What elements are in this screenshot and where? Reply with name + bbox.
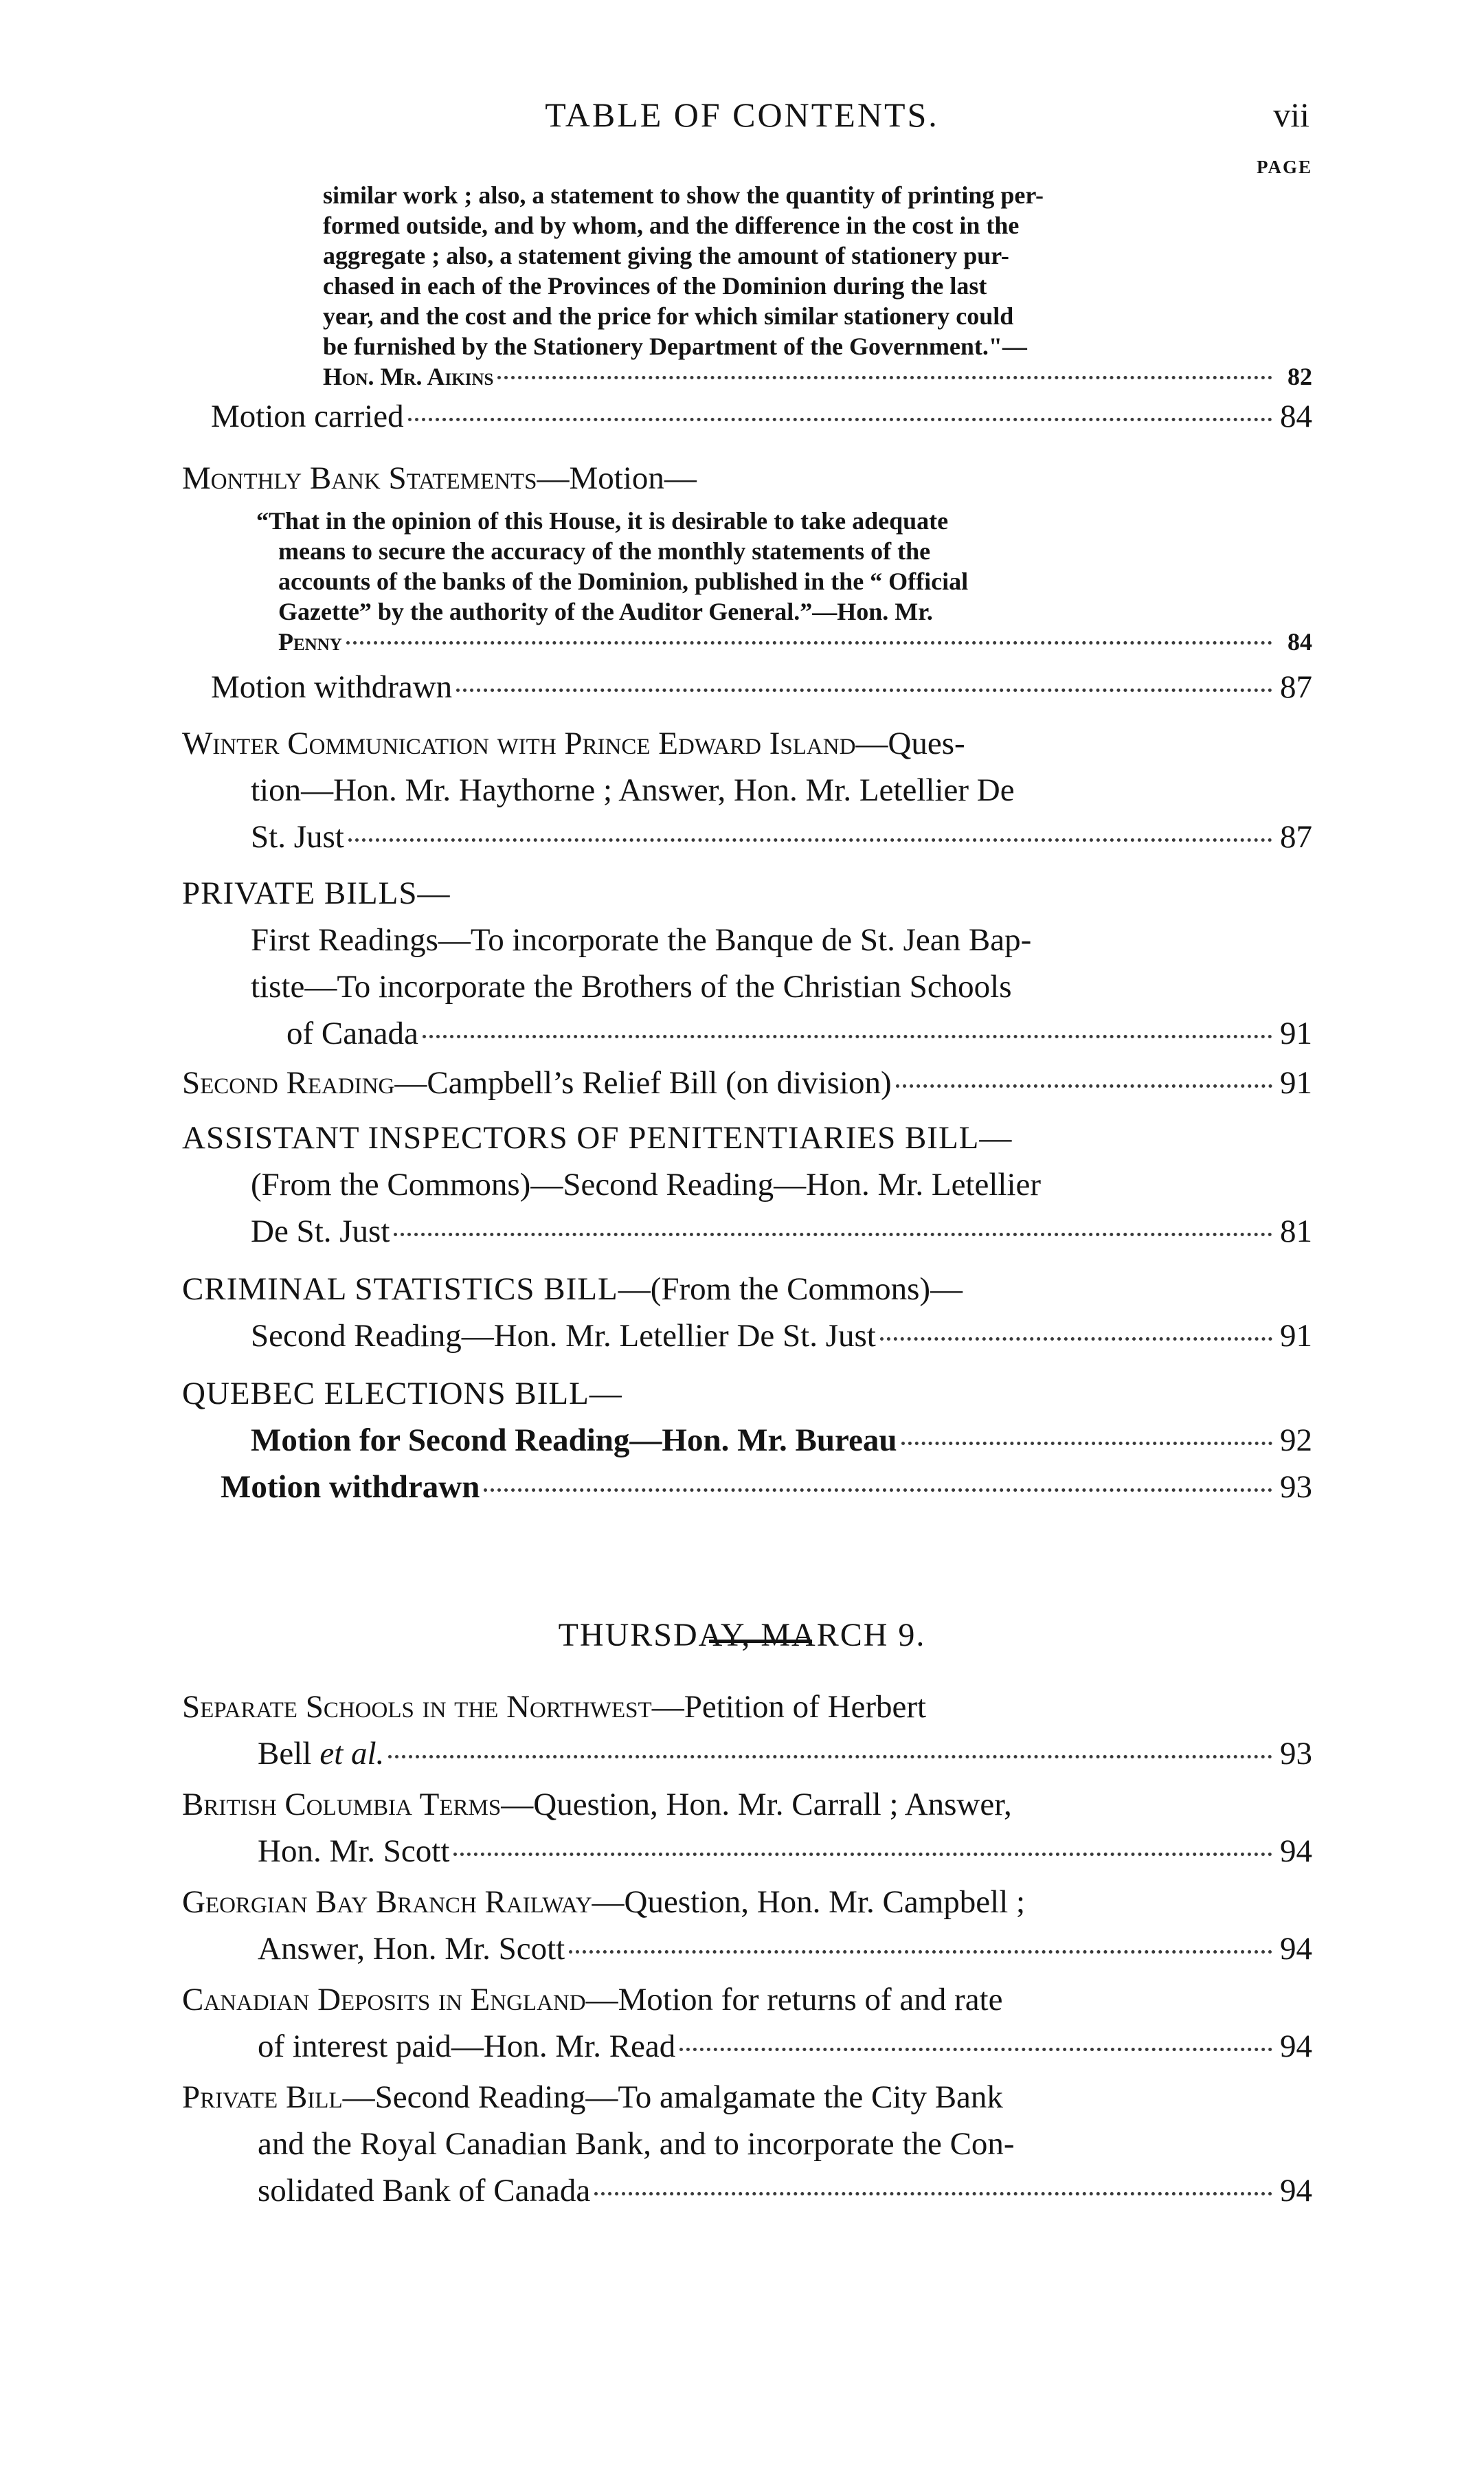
toc-entry-monthly-bank-statements: [182, 455, 1312, 657]
entry-title-rest: —Motion—: [537, 460, 697, 496]
toc-entry-motion-carried: [182, 393, 1312, 440]
entry-heading: ASSISTANT INSPECTORS OF PENITENTIARIES BILL—: [182, 1120, 1013, 1156]
entry-text: of interest paid—Hon. Mr. Read: [258, 2028, 676, 2064]
entry-title-rest: —Petition of Herbert: [651, 1689, 927, 1725]
page-ref: 93: [1280, 1469, 1312, 1505]
entry-heading: [182, 1684, 1312, 1730]
entry-text: solidated Bank of Canada: [258, 2173, 591, 2209]
entry-line: (From the Commons)—Second Reading—Hon. Mr. Letellier: [251, 1167, 1042, 1203]
entry-last-line: [182, 1730, 1312, 1777]
entry-title: Separate Schools in the Northwest: [182, 1689, 652, 1725]
entry-last-line: [182, 2167, 1312, 2214]
entry-line: accounts of the banks of the Dominion, published in the “ Official: [278, 568, 969, 595]
running-head-title: TABLE OF CONTENTS.: [545, 96, 939, 134]
dot-leader: [679, 2048, 1272, 2051]
contents-list: [182, 180, 1312, 1510]
entry-line: similar work ; also, a statement to show the quantity of printing per-: [323, 181, 1044, 209]
page-ref: 84: [1288, 628, 1312, 656]
page-ref: 92: [1280, 1422, 1312, 1458]
page-ref: 91: [1280, 1016, 1312, 1051]
dot-leader: [408, 418, 1272, 421]
entry-text: St. Just: [251, 819, 344, 855]
entry-heading: [182, 1976, 1312, 2023]
entry-line: and the Royal Canadian Bank, and to incorporate the Con-: [258, 2126, 1015, 2162]
toc-entry-private-bill-city-bank: [182, 2074, 1312, 2214]
dot-leader: [453, 1853, 1272, 1856]
entry-line: chased in each of the Provinces of the Dominion during the last: [323, 272, 987, 300]
entry-text: Motion carried: [211, 399, 404, 434]
entry-title-rest: —Question, Hon. Mr. Carrall ; Answer,: [501, 1787, 1012, 1822]
entry-heading: [182, 1879, 1312, 1925]
dot-leader: [569, 1950, 1272, 1954]
dot-leader: [896, 1084, 1272, 1088]
page-column-label: PAGE: [1257, 157, 1312, 177]
page-ref: 87: [1280, 669, 1312, 705]
entry-text-italic: et al.: [319, 1736, 385, 1771]
entry-line: means to secure the accuracy of the monthly statements of the: [278, 537, 931, 565]
entry-last-line: [182, 1464, 1312, 1510]
entry-title: CRIMINAL STATISTICS BILL: [182, 1271, 618, 1307]
entry-title: Georgian Bay Branch Railway: [182, 1884, 592, 1920]
entry-last-line: [182, 1208, 1312, 1255]
entry-text: De St. Just: [251, 1214, 390, 1249]
entry-last-line: [182, 1828, 1312, 1875]
entry-heading: [182, 455, 1312, 502]
dot-leader: [594, 2192, 1272, 2195]
entry-line: First Readings—To incorporate the Banque de St. Jean Bap-: [251, 922, 1032, 958]
entry-line: [182, 1417, 1312, 1464]
page-ref: 87: [1280, 819, 1312, 855]
entry-title-rest: —Motion for returns of and rate: [585, 1982, 1003, 2017]
toc-entry-winter-communication: [182, 720, 1312, 860]
entry-text: of Canada: [286, 1016, 418, 1051]
contents-list-thursday: [182, 1684, 1312, 2214]
entry-line: aggregate ; also, a statement giving the amount of stationery pur-: [323, 242, 1009, 269]
running-head: [0, 95, 1484, 143]
entry-title-rest: —(From the Commons)—: [618, 1271, 963, 1307]
entry-last-line: [323, 361, 1312, 392]
entry-line: formed outside, and by whom, and the difference in the cost in the: [323, 212, 1020, 239]
toc-entry-quebec-elections-bill: [182, 1370, 1312, 1510]
entry-last-line: [182, 1010, 1312, 1057]
toc-entry-second-reading-relief-bill: [182, 1060, 1312, 1106]
day-heading: THURSDAY, MARCH 9.: [558, 1617, 926, 1653]
toc-entry-private-bills: [182, 870, 1312, 1057]
dot-leader: [388, 1755, 1272, 1758]
entry-text: Motion for Second Reading—Hon. Mr. Bureau: [251, 1422, 897, 1458]
entry-speaker: Penny: [278, 628, 342, 656]
entry-title: Second Reading: [182, 1065, 395, 1101]
entry-text: —Campbell’s Relief Bill (on division): [394, 1065, 892, 1101]
toc-entry-georgian-bay-railway: [182, 1879, 1312, 1972]
toc-entry-canadian-deposits: [182, 1976, 1312, 2070]
toc-entry-assistant-inspectors-bill: [182, 1115, 1312, 1255]
toc-entry-motion-withdrawn: [182, 664, 1312, 711]
entry-title-rest: —Second Reading—To amalgamate the City Bank: [342, 2079, 1003, 2115]
entry-heading: [182, 1266, 1312, 1312]
page-ref: 94: [1280, 1833, 1312, 1869]
page-ref: 91: [1280, 1318, 1312, 1354]
dot-leader: [394, 1233, 1272, 1236]
entry-heading: [182, 2074, 1312, 2121]
entry-last-line: [278, 627, 1312, 657]
entry-heading: [182, 1781, 1312, 1828]
entry-heading: QUEBEC ELECTIONS BILL—: [182, 1376, 622, 1411]
entry-title: Winter Communication with Prince Edward Island: [182, 726, 856, 761]
entry-text: Answer, Hon. Mr. Scott: [258, 1931, 565, 1967]
page-ref: 84: [1280, 399, 1312, 434]
entry-speaker: Hon. Mr. Aikins: [323, 363, 494, 390]
page-ref: 94: [1280, 2028, 1312, 2064]
dot-leader: [456, 689, 1272, 692]
entry-text: Bell: [258, 1736, 312, 1771]
entry-line: be furnished by the Stationery Department of the Government."—: [323, 333, 1027, 360]
entry-title: British Columbia Terms: [182, 1787, 502, 1822]
page-ref: 94: [1280, 2173, 1312, 2209]
entry-text: Hon. Mr. Scott: [258, 1833, 450, 1869]
dot-leader: [497, 376, 1272, 379]
entry-last-line: [182, 814, 1312, 860]
page-ref: 91: [1280, 1065, 1312, 1101]
entry-last-line: [211, 664, 1312, 711]
entry-line: “That in the opinion of this House, it is desirable to take adequate: [256, 507, 949, 535]
toc-entry-stationery-statement: [182, 180, 1312, 392]
page-ref: 93: [1280, 1736, 1312, 1771]
entry-last-line: [211, 393, 1312, 440]
entry-heading: PRIVATE BILLS—: [182, 875, 451, 911]
dot-leader: [346, 641, 1272, 645]
page-ref: 81: [1280, 1214, 1312, 1249]
dot-leader: [880, 1337, 1272, 1341]
dot-leader: [348, 838, 1272, 842]
dot-leader: [484, 1488, 1272, 1492]
page-ref: 82: [1288, 363, 1312, 390]
entry-line: tiste—To incorporate the Brothers of the Christian Schools: [251, 969, 1012, 1005]
entry-text: Motion withdrawn: [221, 1469, 480, 1505]
entry-text: Motion withdrawn: [211, 669, 453, 705]
entry-heading: [182, 720, 1312, 767]
entry-line: Gazette” by the authority of the Auditor General.”—Hon. Mr.: [278, 598, 933, 625]
entry-line: year, and the cost and the price for which similar stationery could: [323, 302, 1014, 330]
dot-leader: [423, 1035, 1272, 1038]
toc-entry-british-columbia-terms: [182, 1781, 1312, 1875]
entry-last-line: [182, 1925, 1312, 1972]
entry-text: Second Reading—Hon. Mr. Letellier De St. Just: [251, 1318, 876, 1354]
entry-line: tion—Hon. Mr. Haythorne ; Answer, Hon. Mr. Letellier De: [251, 772, 1015, 808]
dot-leader: [901, 1442, 1272, 1445]
entry-last-line: [182, 1060, 1312, 1106]
entry-title: Private Bill: [182, 2079, 343, 2115]
toc-entry-criminal-statistics-bill: [182, 1266, 1312, 1359]
entry-last-line: [182, 1312, 1312, 1359]
entry-title: Monthly Bank Statements: [182, 460, 537, 496]
page-ref: 94: [1280, 1931, 1312, 1967]
toc-entry-separate-schools: [182, 1684, 1312, 1777]
entry-title-rest: —Ques-: [855, 726, 965, 761]
entry-title-rest: —Question, Hon. Mr. Campbell ;: [592, 1884, 1026, 1920]
entry-title: Canadian Deposits in England: [182, 1982, 586, 2017]
page-number: vii: [1273, 96, 1309, 134]
entry-last-line: [182, 2023, 1312, 2070]
